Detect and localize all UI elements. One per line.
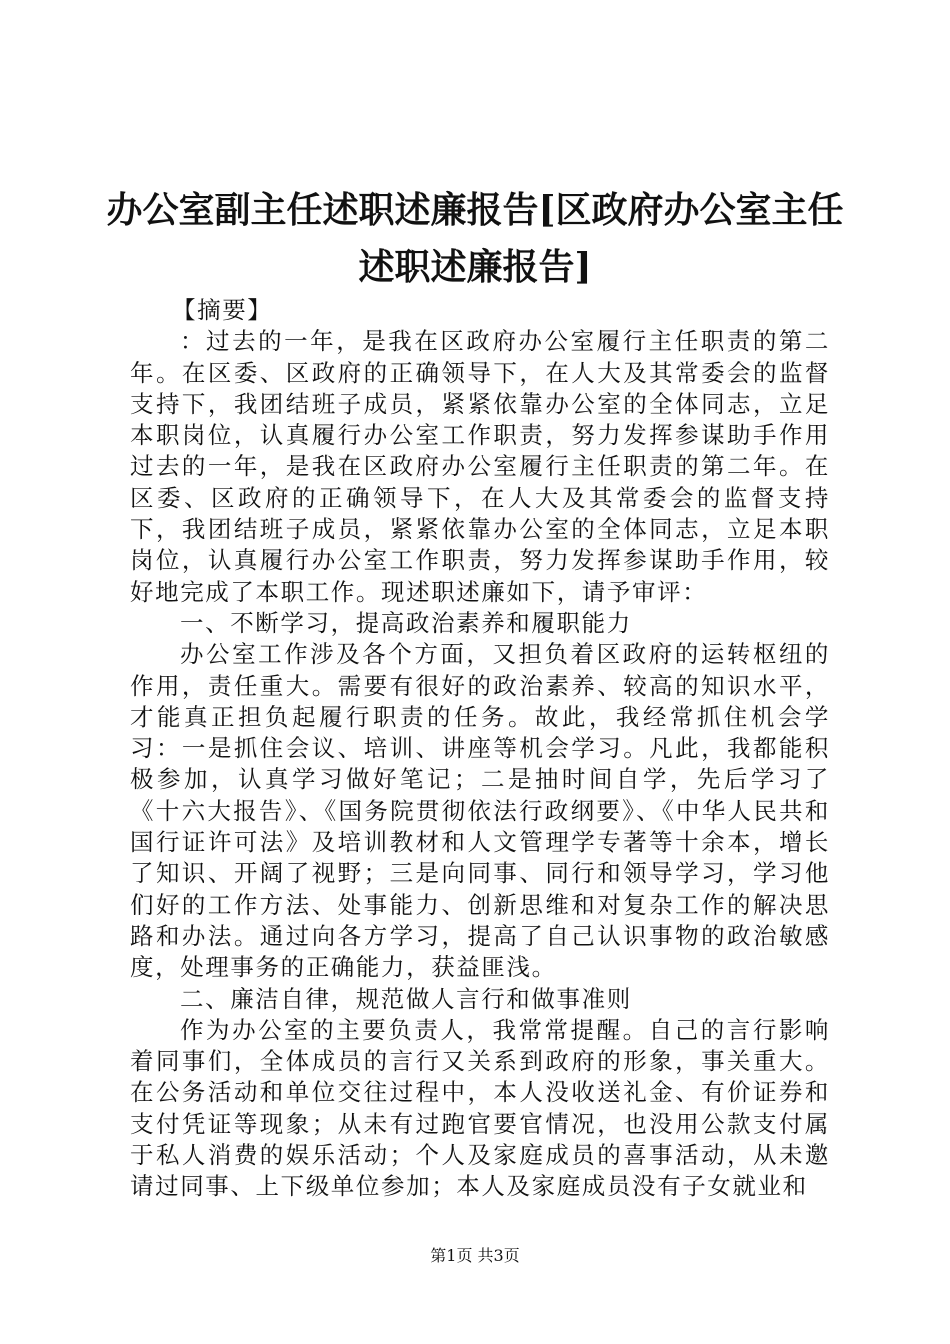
paragraph-intro: ：过去的一年，是我在区政府办公室履行主任职责的第二年。在区委、区政府的正确领导下，在人大及其常委会的监督支持下，我团结班子成员，紧紧依靠办公室的全体同志，立足本职岗位，认真履行办公室工作职责，努力发挥参谋助手作用过去的一年，是我在区政府办公室履行主任职责的第二年。在区委、区政府的正确领导下，在人大及其常委会的监督支持下，我团结班子成员，紧紧依靠办公室的全体同志，立足本职岗位，认真履行办公室工作职责，努力发挥参谋助手作用，较好地完成了本职工作。现述职述廉如下，请予审评： (130, 327, 830, 606)
document-body (130, 295, 830, 1203)
section-heading-2: 二、廉洁自律，规范做人言行和做事准则 (180, 984, 632, 1013)
document-title: 办公室副主任述职述廉报告[区政府办公室主任述职述廉报告] (106, 189, 844, 288)
abstract-label: 【摘要】 (172, 296, 273, 324)
paragraph-study: 办公室工作涉及各个方面，又担负着区政府的运转枢纽的作用，责任重大。需要有很好的政治素养、较高的知识水平，才能真正担负起履行职责的任务。故此，我经常抓住机会学习：一是抓住会议、培训、讲座等机会学习。凡此，我都能积极参加，认真学习做好笔记；二是抽时间自学，先后学习了《十六大报告》、《国务院贯彻依法行政纲要》、《中华人民共和国行证许可法》及培训教材和人文管理学专著等十余本，增长了知识、开阔了视野；三是向同事、同行和领导学习，学习他们好的工作方法、处事能力、创新思维和对复杂工作的解决思路和办法。通过向各方学习，提高了自己认识事物的政治敏感度，处理事务的正确能力，获益匪浅。 (130, 640, 830, 982)
page-footer: 第1页 共3页 (430, 1246, 520, 1265)
section-heading-1: 一、不断学习，提高政治素养和履职能力 (180, 608, 632, 637)
paragraph-integrity: 作为办公室的主要负责人，我常常提醒。自己的言行影响着同事们，全体成员的言行又关系到政府的形象，事关重大。在公务活动和单位交往过程中，本人没收送礼金、有价证券和支付凭证等现象；从未有过跑官要官情况，也没用公款支付属于私人消费的娱乐活动；个人及家庭成员的喜事活动，从未邀请过同事、上下级单位参加；本人及家庭成员没有子女就业和 (130, 1015, 830, 1201)
